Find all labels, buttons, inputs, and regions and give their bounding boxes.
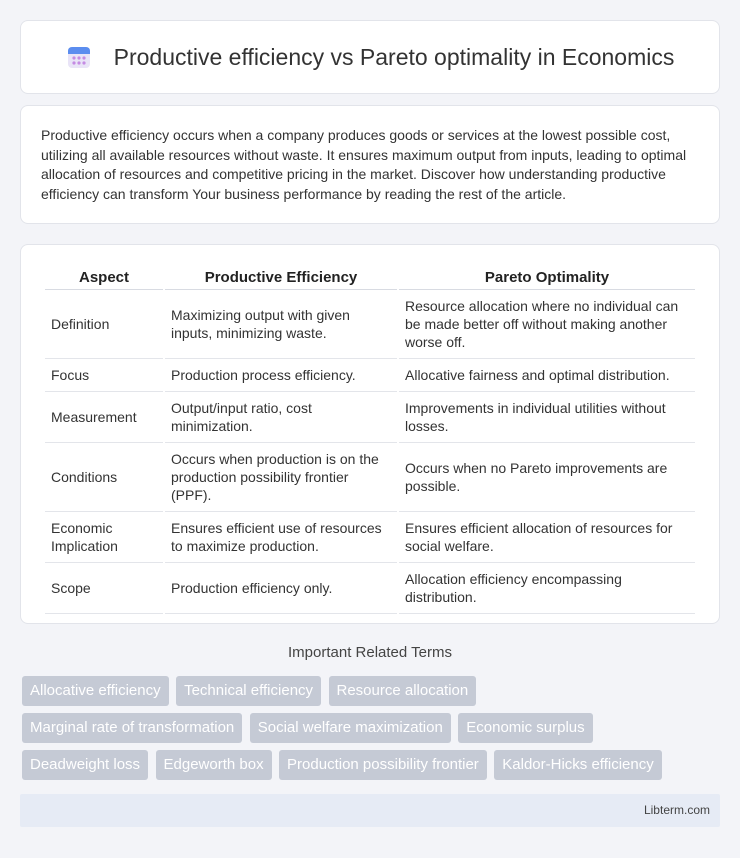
productive-efficiency-cell: Output/input ratio, cost minimization.: [165, 392, 397, 443]
intro-text: Productive efficiency occurs when a company produces goods or services at the lowest possible cost, utilizing all available resources without waste. It ensures maximum output from inputs, leading to optimal allocation of resources and competitive pricing in the market. Discover how understanding productive efficiency can transform Your business performance by reading the rest of the article.: [41, 127, 687, 202]
aspect-cell: Definition: [45, 290, 163, 359]
related-term-tag[interactable]: Edgeworth box: [156, 750, 272, 780]
related-term-tag[interactable]: Allocative efficiency: [22, 676, 169, 706]
table-row: [45, 392, 695, 443]
pareto-optimality-cell: Ensures efficient allocation of resources for social welfare.: [399, 512, 695, 563]
productive-efficiency-cell: Maximizing output with given inputs, minimizing waste.: [165, 290, 397, 359]
comparison-table: [43, 265, 697, 614]
table-row: [45, 290, 695, 359]
productive-efficiency-cell: Occurs when production is on the production possibility frontier (PPF).: [165, 443, 397, 512]
comparison-table-card: [20, 244, 720, 624]
pareto-optimality-cell: Allocative fairness and optimal distribution.: [399, 359, 695, 392]
related-term-tag[interactable]: Economic surplus: [458, 713, 592, 743]
pareto-optimality-cell: Resource allocation where no individual can be made better off without making another worse off.: [399, 290, 695, 359]
table-row: [45, 563, 695, 614]
related-term-tag[interactable]: Resource allocation: [329, 676, 477, 706]
footer: [20, 794, 720, 827]
related-terms-heading: Important Related Terms: [288, 644, 452, 661]
related-term-tag[interactable]: Deadweight loss: [22, 750, 148, 780]
table-header-row: [45, 265, 695, 290]
table-row: [45, 359, 695, 392]
header-productive-efficiency: Productive Efficiency: [165, 265, 397, 290]
related-terms-list: [22, 676, 722, 787]
related-term-tag[interactable]: Kaldor-Hicks efficiency: [494, 750, 661, 780]
pareto-optimality-cell: Allocation efficiency encompassing distribution.: [399, 563, 695, 614]
pareto-optimality-cell: Occurs when no Pareto improvements are possible.: [399, 443, 695, 512]
productive-efficiency-cell: Production efficiency only.: [165, 563, 397, 614]
footer-site-link[interactable]: Libterm.com: [643, 803, 710, 817]
header-aspect: Aspect: [45, 265, 163, 290]
calendar-icon: [66, 44, 92, 70]
header-pareto-optimality: Pareto Optimality: [399, 265, 695, 290]
table-row: [45, 512, 695, 563]
related-term-tag[interactable]: Technical efficiency: [176, 676, 321, 706]
related-term-tag[interactable]: Production possibility frontier: [279, 750, 487, 780]
table-row: [45, 443, 695, 512]
aspect-cell: Measurement: [45, 392, 163, 443]
page-title: Productive efficiency vs Pareto optimality in Economics: [113, 43, 675, 70]
title-card: [20, 20, 720, 94]
productive-efficiency-cell: Production process efficiency.: [165, 359, 397, 392]
intro-card: [20, 105, 720, 224]
productive-efficiency-cell: Ensures efficient use of resources to maximize production.: [165, 512, 397, 563]
related-term-tag[interactable]: Social welfare maximization: [250, 713, 451, 743]
aspect-cell: Conditions: [45, 443, 163, 512]
pareto-optimality-cell: Improvements in individual utilities without losses.: [399, 392, 695, 443]
aspect-cell: Scope: [45, 563, 163, 614]
aspect-cell: Economic Implication: [45, 512, 163, 563]
aspect-cell: Focus: [45, 359, 163, 392]
related-term-tag[interactable]: Marginal rate of transformation: [22, 713, 242, 743]
